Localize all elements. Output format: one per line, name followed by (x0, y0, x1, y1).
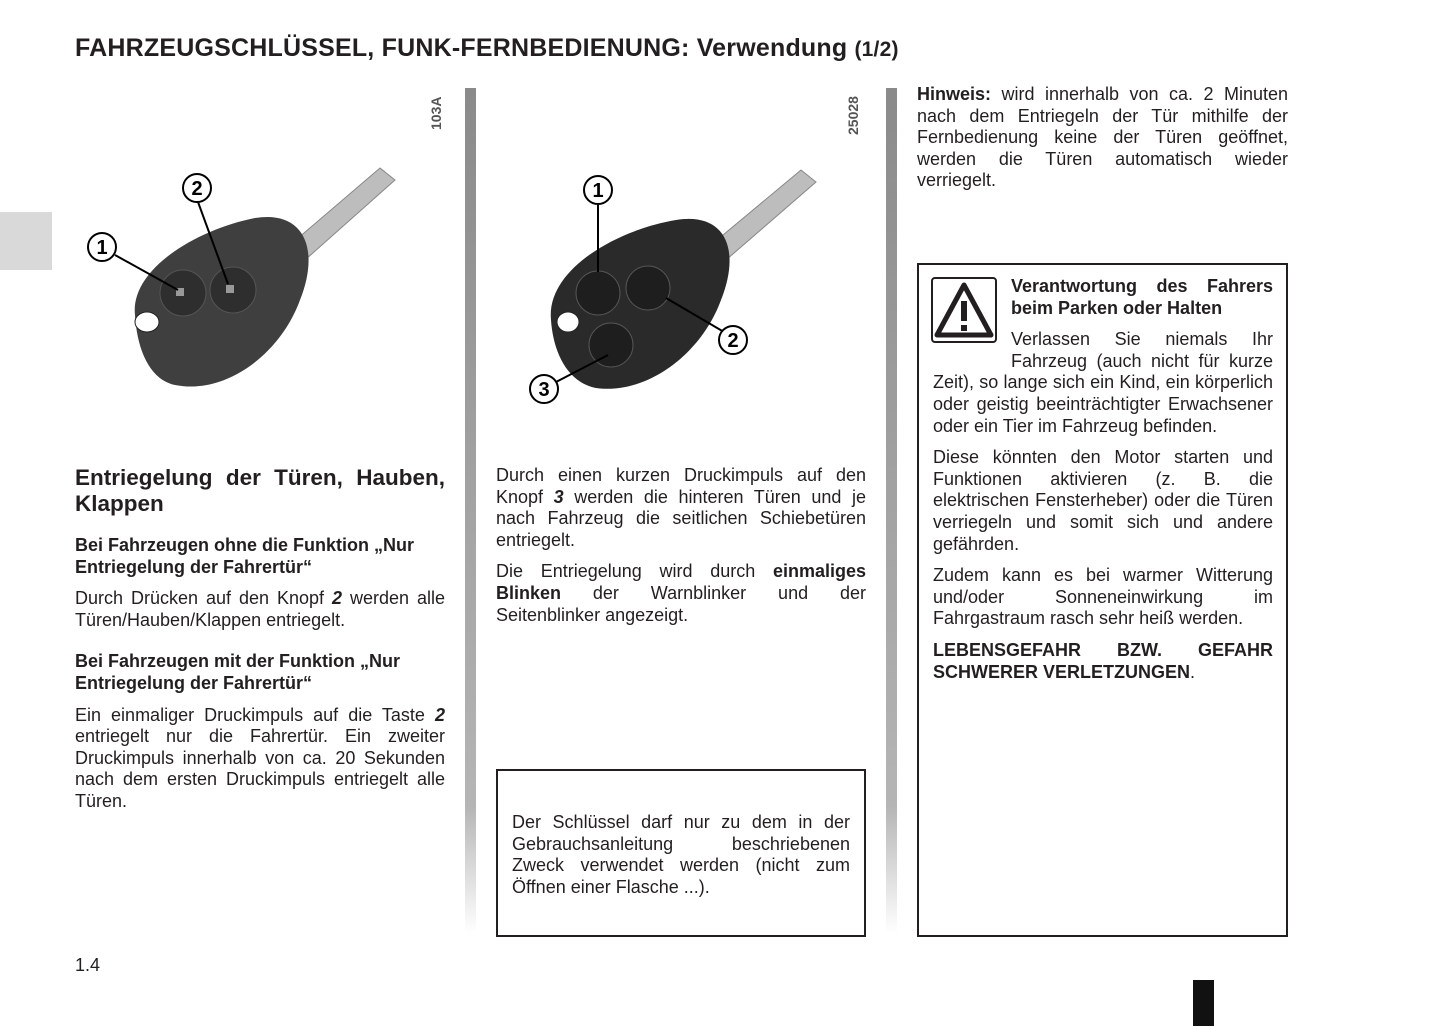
column-left (75, 465, 445, 823)
paragraph: Durch Drücken auf den Knopf 2 werden alle Türen/Hauben/Klappen entriegelt. (75, 588, 445, 630)
warning-paragraph: Zudem kann es bei warmer Witterung und/oder Sonneneinwirkung im Fahrgastraum rasch sehr heiß werden. (933, 565, 1273, 629)
subheading: Bei Fahrzeugen mit der Funktion „Nur Entriegelung der Fahrertür“ (75, 651, 401, 693)
callout-1: 1 (96, 237, 108, 259)
thumb-index-mark (1193, 980, 1214, 1026)
warning-title: Verantwortung des Fahrers beim Parken oder Halten (1011, 276, 1273, 318)
three-button-key-figure (496, 150, 866, 420)
figure-code: 103A (428, 96, 444, 130)
warning-emphasis: LEBENSGEFAHR BZW. GEFAHR SCHWERER VERLETZUNGEN. (933, 639, 1273, 682)
two-button-key-figure (75, 150, 445, 410)
figure-code: 25028 (845, 96, 861, 135)
note-box (496, 769, 866, 937)
subheading: Bei Fahrzeugen ohne die Funktion „Nur Entriegelung der Fahrertür“ (75, 535, 415, 577)
svg-text:1: 1 (592, 180, 604, 202)
section-heading: Entriegelung der Türen, Hauben, Klappen (75, 465, 445, 516)
warning-paragraph: Diese könnten den Motor starten und Funktionen aktivieren (z. B. die elektrischen Fensterheber) oder die Türen verriegeln und somit sich und andere gefährden. (933, 447, 1273, 554)
callout-2: 2 (191, 178, 203, 200)
section-tab (0, 212, 52, 270)
svg-text:2: 2 (727, 330, 739, 352)
column-divider (886, 88, 897, 933)
page-title: FAHRZEUGSCHLÜSSEL, FUNK-FERNBEDIENUNG: Verwendung (1/2) (75, 34, 899, 62)
paragraph: Ein einmaliger Druckimpuls auf die Taste 2 entriegelt nur die Fahrertür. Ein zweiter Druckimpuls innerhalb von ca. 20 Sekunden nach dem ersten Druckimpuls entriegelt alle Türen. (75, 704, 445, 811)
warning-paragraph: Verlassen Sie niemals Ihr Fahrzeug (auch nicht für kurze Zeit), so lange sich ein Kind, ein körperlich oder geistig beeinträchtigter Erwachsener oder ein Tier im Fahrzeug befinden. (933, 329, 1273, 436)
note-text: Der Schlüssel darf nur zu dem in der Gebrauchsanleitung beschriebenen Zweck verwendet werden (nicht zum Öffnen einer Flasche ...). (512, 812, 850, 897)
hint-paragraph: Hinweis: wird innerhalb von ca. 2 Minuten nach dem Entriegeln der Tür mithilfe der Fernbedienung keine der Türen geöffnet, werden die Türen automatisch wieder verriegelt. (917, 84, 1288, 191)
paragraph: Durch einen kurzen Druckimpuls auf den Knopf 3 werden die hinteren Türen und je nach Fahrzeug die seitlichen Schiebetüren entriegelt. (496, 465, 866, 550)
svg-text:3: 3 (538, 379, 550, 401)
column-divider (465, 88, 476, 933)
warning-box (917, 263, 1288, 937)
paragraph: Die Entriegelung wird durch einmaliges Blinken der Warnblinker und der Seitenblinker angezeigt. (496, 561, 866, 625)
page-number: 1.4 (75, 955, 101, 975)
column-middle (496, 465, 866, 636)
